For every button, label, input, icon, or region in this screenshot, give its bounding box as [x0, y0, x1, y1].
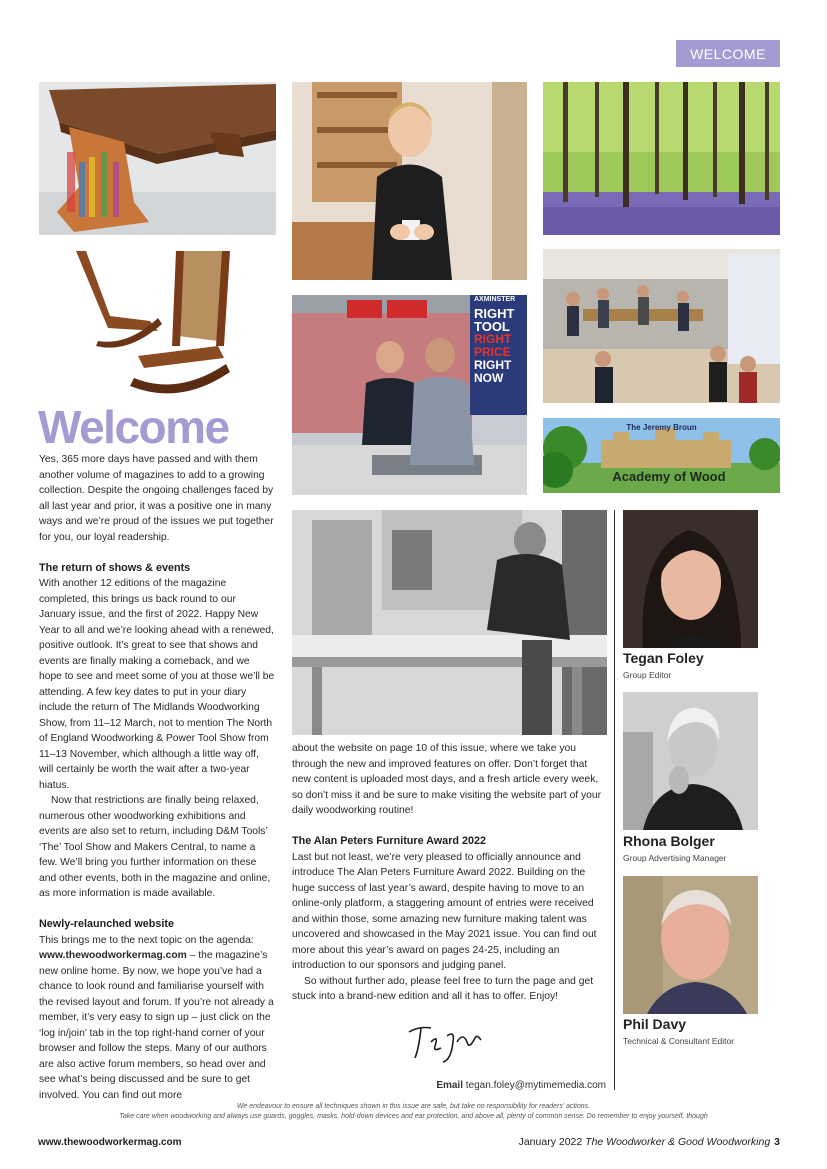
- staff-role: Group Editor: [623, 670, 672, 680]
- website-text-start: This brings me to the next topic on the agenda:: [39, 934, 254, 946]
- sign-brand: AXMINSTER: [474, 296, 516, 303]
- footer-magazine: The Woodworker & Good Woodworking: [585, 1136, 771, 1148]
- award-heading: The Alan Peters Furniture Award 2022: [292, 835, 487, 847]
- column-divider: [614, 510, 615, 1090]
- staff-name: Phil Davy: [623, 1016, 687, 1032]
- footer-date: January 2022: [518, 1136, 583, 1148]
- staff-role: Group Advertising Manager: [623, 853, 727, 863]
- banner-line1: The Jeremy Broun: [626, 423, 697, 432]
- shows-paragraph-2: Now that restrictions are finally being relaxed, numerous other woodworking exhibitions and events are also set to return, including D&M Tools’ ‘The’ Tool Show and Makers Central, to name a few. We’ll bring you further information on these and other events, both in the magazine and online, as more information is made available.: [39, 795, 271, 899]
- award-paragraph-2: So without further ado, please feel free to turn the page and get stuck into a brand-new edition and all it has to offer. Enjoy!: [292, 975, 594, 1002]
- rocking-chairs-photo: [68, 246, 233, 408]
- show-sign-text: [474, 296, 526, 385]
- editor-email: [436, 1080, 606, 1091]
- safety-disclaimer: We endeavour to ensure all techniques shown in this issue are safe, but take no responsibility for readers’ actions.: [236, 1103, 591, 1110]
- website-text-end: – the magazine’s new online home. By now, we hope you’ve had a chance to look round and familiarise yourself with the revised layout and forum. If you’re not already a member, it’s very easy to sign up – just click on the ‘log in/join’ tab in the top right-hand corner of your browser and follow the steps. Many of our authors are also active forum members, so head over and see what’s being discussed and be sure to get involved. You can find out more: [39, 950, 274, 1101]
- page-title: Welcome: [38, 401, 229, 453]
- bluebell-woodland-photo: [543, 82, 780, 235]
- sign-word: PRICE: [474, 345, 511, 359]
- phil-davy-portrait: [623, 876, 758, 1014]
- shows-heading: The return of shows & events: [39, 561, 191, 574]
- show-hall-photo: [543, 249, 780, 403]
- footer-folio: [519, 1136, 780, 1148]
- sign-word: RIGHT: [474, 358, 512, 372]
- staff-name: Tegan Foley: [623, 650, 704, 666]
- sign-word: NOW: [474, 371, 504, 385]
- safety-disclaimer-2: Take care when woodworking and always use guards, goggles, masks, hold-down devices and ear protection, and above all, plenty of common sense. Do remember to enjoy yourself, though: [119, 1113, 708, 1120]
- tegan-foley-portrait: [623, 510, 758, 648]
- staff-name: Rhona Bolger: [623, 833, 715, 849]
- website-heading: Newly-relaunched website: [39, 918, 175, 930]
- woodworker-bw-photo: [292, 510, 607, 735]
- website-paragraph-1: [39, 933, 275, 1104]
- sign-word: TOOL: [474, 319, 510, 334]
- award-paragraph-1: Last but not least, we’re very pleased to officially announce and introduce The Alan Peters Furniture Award 2022. Building on the huge success of last year’s award, despite having to move to an online-only platform, a staggering amount of entries were received and within those, some amazing new furniture making talent was uncovered and showcased in the May 2021 issue. You can find out more about this year’s award on pages 24-25, including an introduction to our sponsors and judging panel.: [292, 851, 597, 971]
- shows-paragraph-1: With another 12 editions of the magazine completed, this brings us back round to our January issue, and the first of 2022. Happy New Year to all and we’re looking ahead with a renewed, positive outlook. It’s great to see that shows and events are finally making a comeback, and we hope to see and meet some of you at those we’ll be attending. A few key dates to put in your diary include the return of The Midlands Woodworking Show, from 11–12 March, not to mention The North of England Woodworking & Power Tool Show from 11–13 November, which although a little way off, will certainly be worth the wait after a two-year hiatus.: [39, 578, 275, 791]
- rhona-bolger-portrait: [623, 692, 758, 830]
- middle-text-column: [292, 741, 606, 1005]
- banner-line2: Academy of Wood: [612, 469, 726, 484]
- sign-word: RIGHT: [474, 306, 515, 321]
- editor-signature: [405, 1012, 485, 1064]
- email-label: Email: [436, 1080, 463, 1091]
- email-address[interactable]: tegan.foley@mytimemedia.com: [465, 1080, 606, 1091]
- staff-role: Technical & Consultant Editor: [623, 1036, 735, 1046]
- pencil-table-photo: [39, 82, 276, 235]
- sign-word: RIGHT: [474, 332, 512, 346]
- footer-url[interactable]: www.thewoodworkermag.com: [38, 1137, 182, 1148]
- page-number: 3: [774, 1136, 780, 1148]
- website-paragraph-2: about the website on page 10 of this issue, where we take you through the new and improved features on offer. Don’t forget that new content is uploaded most days, and a fresh article every week, so don’t miss it and be sure to make visiting the website part of your daily woodworking routine!: [292, 743, 602, 816]
- website-url-link[interactable]: www.thewoodworkermag.com: [39, 950, 187, 961]
- intro-paragraph: Yes, 365 more days have passed and with them another volume of magazines to add to a growing collection. Despite the ongoing challenges faced by all last year and prior, it was a positive one in many ways and we’re proud of the issues we put together for you, our loyal readership.: [39, 454, 274, 543]
- woman-workshop-photo: [292, 82, 527, 280]
- left-text-column: [39, 452, 275, 1103]
- section-tag: WELCOME: [676, 40, 780, 67]
